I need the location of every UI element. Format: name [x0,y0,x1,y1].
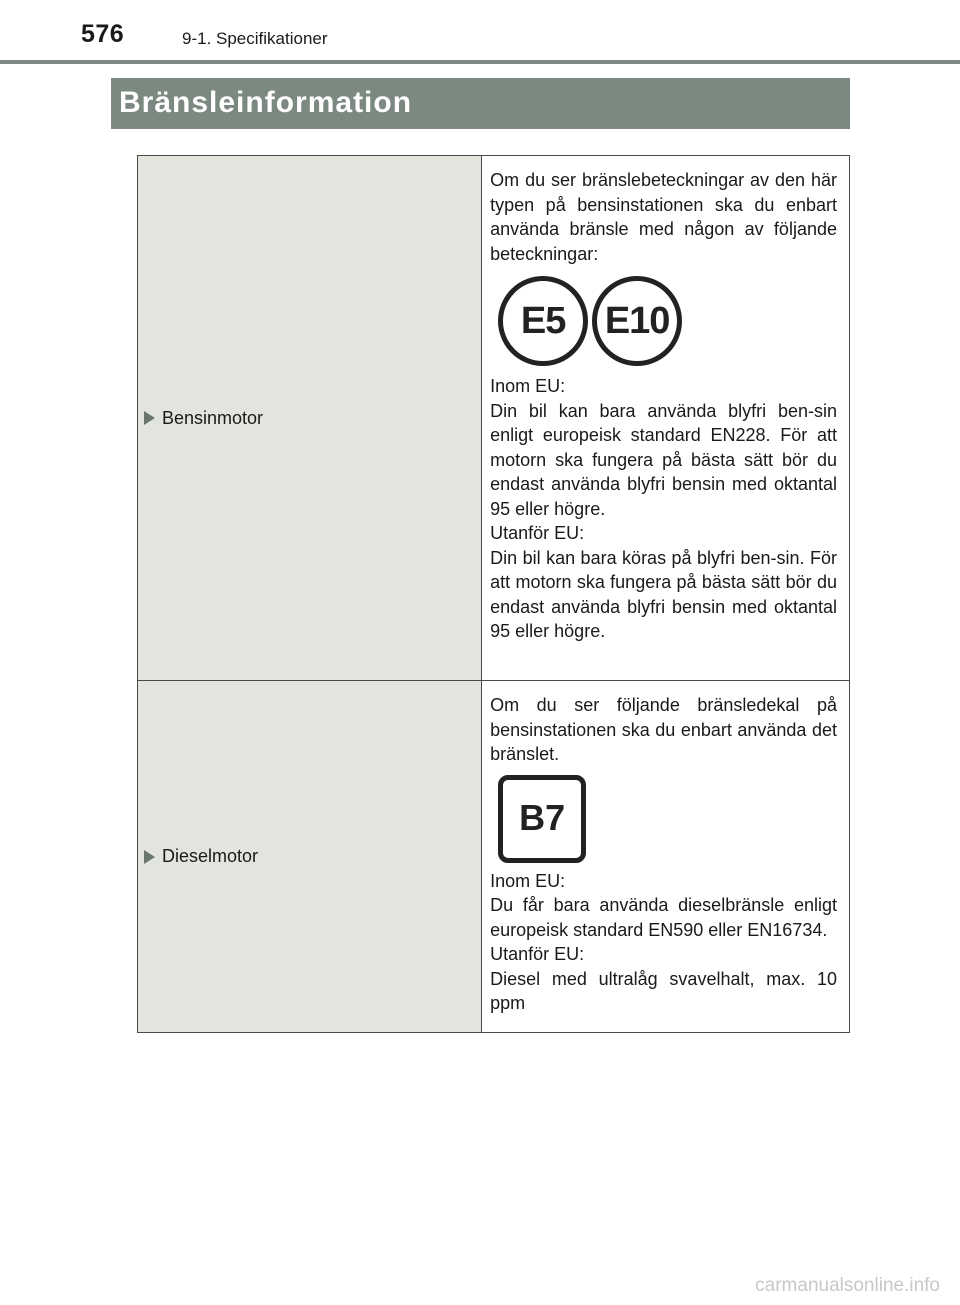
diesel-outside-eu-heading: Utanför EU: [490,944,585,964]
diesel-outside-eu-text: Diesel med ultralåg svavelhalt, max. 10 ppm [490,968,837,1013]
watermark: carmanualsonline.info [755,1275,940,1296]
e5-fuel-symbol: E5 [498,276,588,366]
fuel-info-table [137,155,850,1033]
arrow-right-icon [144,850,155,864]
diesel-intro: Om du ser följande bränsledekal på bensinstationen ska du enbart använda det bränslet. [490,695,837,764]
petrol-outside-eu-heading: Utanför EU: [490,523,585,543]
petrol-inside-eu-text: Din bil kan bara använda blyfri ben-sin enligt europeisk standard EN228. För att motorn ska fungera på bästa sätt bör du endast använda blyfri bensin med oktantal 95 eller högre. [490,400,837,519]
engine-label-petrol: Bensinmotor [162,407,264,428]
title-banner [111,78,850,129]
page-number: 576 [81,20,125,48]
label-cell-petrol [138,156,482,681]
table-row-diesel [138,681,850,1033]
e10-fuel-symbol: E10 [592,276,682,366]
petrol-outside-eu-text: Din bil kan bara köras på blyfri ben-sin. För att motorn ska fungera på bästa sätt bör du endast använda blyfri bensin med oktantal 95 eller högre. [490,547,837,641]
petrol-intro: Om du ser bränslebeteckningar av den här typen på bensinstationen ska du enbart använda bränsle med någon av följande beteckningar: [490,170,837,264]
content-cell-diesel [482,681,850,1033]
page-title: Bränsleinformation [119,86,413,119]
diesel-inside-eu-heading: Inom EU: [490,870,566,891]
header-divider [0,60,960,64]
section-title: 9-1. Specifikationer [182,29,328,48]
content-cell-petrol [482,156,850,681]
table-row-petrol [138,156,850,681]
fuel-symbols [498,276,837,366]
engine-label-diesel: Dieselmotor [162,846,259,866]
arrow-right-icon [144,411,155,425]
b7-fuel-symbol: B7 [498,775,586,863]
petrol-inside-eu-heading: Inom EU: [490,376,566,396]
label-cell-diesel [138,681,482,1033]
diesel-inside-eu-text: Du får bara använda dieselbränsle enligt europeisk standard EN590 eller EN16734. [490,895,837,940]
